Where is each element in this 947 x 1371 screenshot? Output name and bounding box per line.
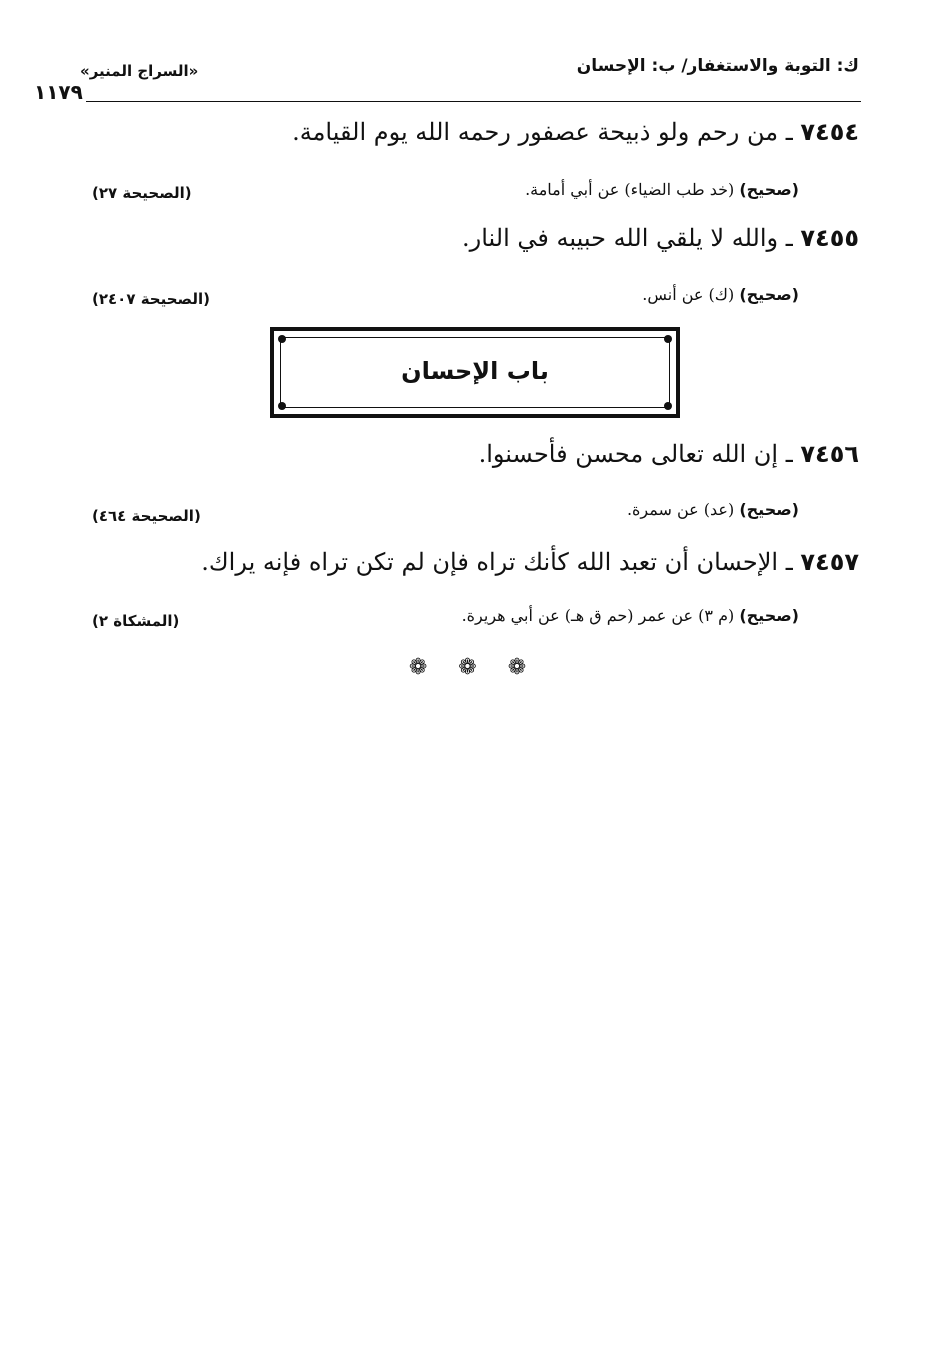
- hadith-source: (ك) عن أنس.: [642, 285, 735, 304]
- hadith-reference: (الصحيحة ٤٦٤): [92, 507, 201, 525]
- page-number: ١١٧٩: [34, 80, 83, 104]
- hadith-grade: (صحيح): [739, 500, 799, 519]
- hadith-entry: [292, 118, 859, 146]
- hadith-dash: ـ: [785, 118, 793, 146]
- frame-corner-ornament: [278, 402, 286, 410]
- hadith-source-line: [462, 606, 799, 625]
- hadith-text: من رحم ولو ذبيحة عصفور رحمه الله يوم القيامة.: [292, 118, 779, 146]
- hadith-grade: (صحيح): [739, 180, 799, 199]
- chapter-title-frame: [270, 327, 680, 418]
- hadith-reference: (الصحيحة ٢٤٠٧): [92, 290, 210, 308]
- running-header-section: ك: التوبة والاستغفار/ ب: الإحسان: [576, 56, 859, 76]
- section-end-ornaments: ❁ ❁ ❁: [408, 655, 539, 680]
- hadith-source: (خد طب الضياء) عن أبي أمامة.: [525, 180, 735, 199]
- hadith-source-line: [525, 180, 799, 199]
- header-rule: [86, 101, 861, 102]
- hadith-dash: ـ: [785, 224, 793, 252]
- hadith-dash: ـ: [785, 440, 793, 468]
- hadith-number: ٧٤٥٥: [800, 224, 859, 252]
- hadith-entry: [201, 548, 859, 576]
- frame-corner-ornament: [664, 402, 672, 410]
- hadith-text: إن الله تعالى محسن فأحسنوا.: [478, 440, 779, 468]
- hadith-text: والله لا يلقي الله حبيبه في النار.: [462, 224, 779, 252]
- hadith-grade: (صحيح): [739, 606, 799, 625]
- hadith-source-line: [642, 285, 799, 304]
- hadith-source: (عد) عن سمرة.: [626, 500, 735, 519]
- hadith-reference: (الصحيحة ٢٧): [92, 184, 192, 202]
- running-header-book-title: «السراج المنير»: [80, 62, 199, 80]
- hadith-source-line: [627, 500, 799, 519]
- chapter-title: باب الإحسان: [401, 357, 549, 385]
- hadith-reference: (المشكاة ٢): [92, 612, 180, 630]
- hadith-number: ٧٤٥٧: [800, 548, 859, 576]
- hadith-number: ٧٤٥٤: [800, 118, 859, 146]
- frame-corner-ornament: [278, 335, 286, 343]
- hadith-entry: [479, 440, 859, 468]
- frame-corner-ornament: [664, 335, 672, 343]
- hadith-entry: [462, 224, 859, 252]
- hadith-number: ٧٤٥٦: [800, 440, 859, 468]
- hadith-source: (م ٣) عن عمر (حم ق هـ) عن أبي هريرة.: [461, 606, 735, 625]
- hadith-text: الإحسان أن تعبد الله كأنك تراه فإن لم تكن تراه فإنه يراك.: [201, 548, 779, 576]
- hadith-dash: ـ: [785, 548, 793, 576]
- hadith-grade: (صحيح): [739, 285, 799, 304]
